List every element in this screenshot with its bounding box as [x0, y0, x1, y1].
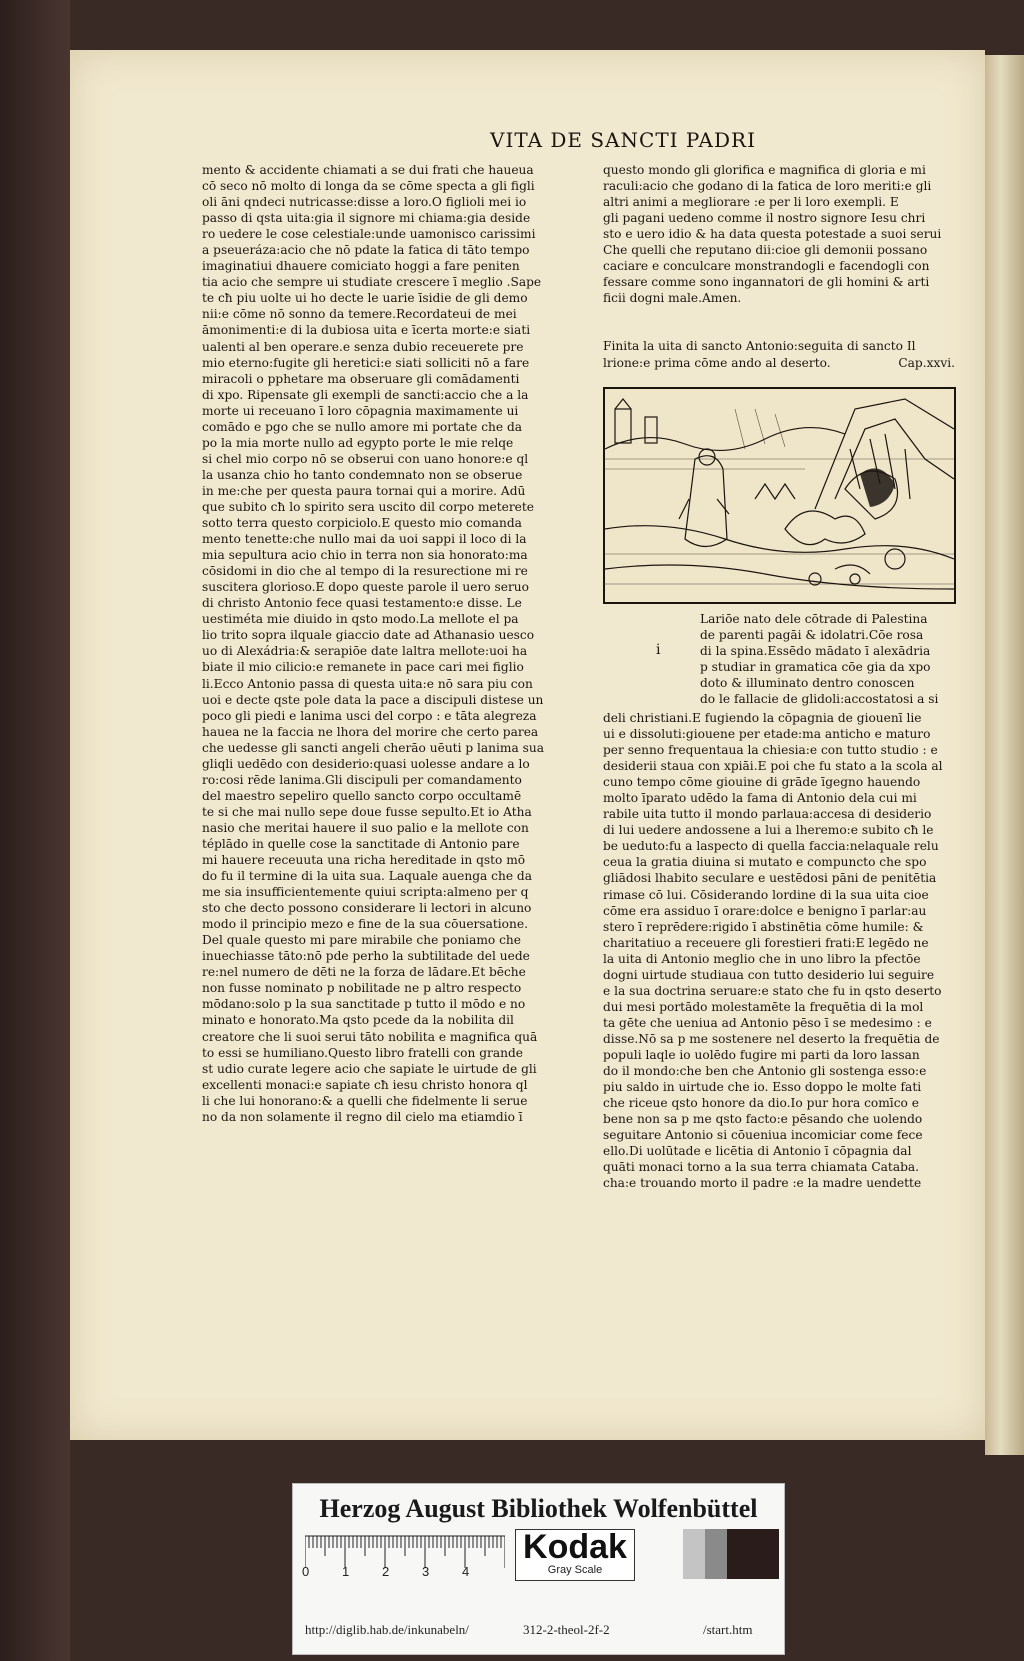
- ruler-number: 1: [342, 1564, 350, 1579]
- right-column-initial-line: de parenti pagāi & idolatri.Cōe rosa: [700, 628, 924, 643]
- left-column-line: uo di Alexádria:& serapiōe date laltra mellote:uoi ha: [202, 644, 528, 659]
- left-column-line: nii:e cōme nō sonno da temere.Recordateui de mei: [202, 307, 517, 322]
- left-column-line: st udio curate legere acio che sapiate le uirtude de gli: [202, 1061, 537, 1076]
- left-column-line: passo di qsta uita:gia il signore mi chiama:gia deside: [202, 211, 531, 226]
- left-column-line: cō seco nō molto di longa da se cōme specta a gli figli: [202, 179, 535, 194]
- left-column-line: mento tenette:che nullo mai da uoi sappi il loco di la: [202, 532, 527, 547]
- left-column-line: te si che mai nullo sepe doue fusse sepulto.Et io Atha: [202, 804, 532, 819]
- right-column-top-line: fessare comme sono ingannatori de gli homini & arti: [603, 275, 930, 290]
- left-column-line: mi hauere receuuta una richa hereditade in qsto mō: [202, 853, 526, 868]
- left-column-line: no da non solamente il regno dil cielo ma etiamdio ī: [202, 1109, 523, 1124]
- left-column-line: ualenti al ben operare.e senza dubio receuerete pre: [202, 339, 524, 354]
- right-column-bottom-line: disse.Nō sa p me sostenere nel deserto la frequētia de: [603, 1031, 940, 1046]
- right-column-top-line: questo mondo gli glorifica e magnifica di gloria e mi: [603, 163, 926, 177]
- right-column-bottom-line: desiderii staua con xpiāi.E poi che fu stato a la scola al: [603, 759, 943, 774]
- left-column-line: in me:che per questa paura tornai qui a morire. Adū: [202, 483, 526, 498]
- right-column-top-line: sto e uero idio & ha data questa potestade a suoi serui: [603, 227, 942, 242]
- left-column-line: nasio che meritai hauere il suo palio e la mellote con: [202, 820, 529, 835]
- left-column-line: āmonimenti:e di la dubiosa uita e īcerta morte:e siati: [202, 323, 531, 338]
- right-column-bottom-line: molto īparato udēdo la fama di Antonio dela cui mi: [603, 791, 917, 806]
- left-column-line: cōsidomi in dio che al tempo di la resurectione mi re: [202, 564, 528, 579]
- right-column-bottom-line: piu saldo in uirtude che io. Esso doppo le molte fati: [603, 1080, 922, 1095]
- left-column-line: gliqli uedēdo con desiderio:quasi uolesse andare a lo: [202, 756, 530, 771]
- right-column-initial-line: p studiar in gramatica cōe gia da xpo: [700, 660, 931, 675]
- left-column-line: mento & accidente chiamati a se dui frati che haueua: [202, 163, 534, 177]
- facing-page-edge: [985, 55, 1024, 1455]
- left-column-line: creatore che li suoi serui tāto nobilita e magnifica quā: [202, 1029, 538, 1044]
- right-column-bottom-line: cha:e trouando morto il padre :e la madre uendette: [603, 1176, 922, 1191]
- left-column-line: di xpo. Ripensate gli exempli de sancti:accio che a la: [202, 387, 529, 402]
- left-column-line: li che lui honorano:& a quelli che fidelmente li serue: [202, 1093, 528, 1108]
- left-column-line: to essi se humiliano.Questo libro fratelli con grande: [202, 1045, 523, 1060]
- right-column-bottom-line: seguitare Antonio si cōueniua incomiciar come fece: [603, 1128, 923, 1143]
- left-column-line: minato e honorato.Ma qsto pcede da la nobilita dil: [202, 1013, 514, 1028]
- ruler-number: 2: [382, 1564, 390, 1579]
- right-column-initial-line: doto & illuminato dentro conoscen: [700, 676, 915, 691]
- left-column-line: che uedesse gli sancti angeli cherāo uēuti p lanima sua: [202, 740, 544, 755]
- left-column-line: Del quale questo mi pare mirabile che poniamo che: [202, 933, 521, 948]
- right-column-bottom-line: bene non sa p me qsto facto:e pēsando che uolendo: [603, 1112, 923, 1127]
- left-column-line: que subito cħ lo spirito sera uscito dil corpo meterete: [202, 499, 534, 514]
- left-column-line: morte ui receuano ī loro cōpagnia maximamente ui: [202, 403, 519, 418]
- left-column-line: imaginatiui dhauere comiciato hoggi a fare peniten: [202, 259, 520, 274]
- left-column-line: uestiméta mie diuido in qsto modo.La mellote el pa: [202, 612, 519, 627]
- right-text-initial-block: [700, 611, 955, 707]
- initial-guide-letter: i: [656, 642, 661, 658]
- right-column-bottom-line: stero ī reprēdere:rigido ī abstinētia cōme humile: &: [603, 919, 924, 934]
- left-column-line: di christo Antonio fece quasi testamento:e disse. Le: [202, 596, 522, 611]
- left-column-line: sotto terra questo corpiciolo.E questo mio comanda: [202, 516, 522, 531]
- color-target-card: [292, 1483, 785, 1655]
- left-column-line: suscitera glorioso.E dopo queste parole il uero seruo: [202, 580, 529, 595]
- left-column-line: li.Ecco Antonio passa di questa uita:e nō sara piu con: [202, 676, 533, 691]
- right-column-bottom-line: do il mondo:che ben che Antonio gli sostenga esso:e: [603, 1064, 927, 1079]
- right-column-bottom-line: di lui uedere andossene a lui a lheremo:e subito cħ le: [603, 823, 934, 838]
- right-column-bottom-line: la uita di Antonio meglio che in uno libro la pfectōe: [603, 951, 921, 966]
- digital-library-url: http://diglib.hab.de/inkunabeln/: [305, 1622, 469, 1637]
- right-column-top-line: raculi:acio che godano di la fatica de loro meriti:e gli: [603, 179, 932, 194]
- chapter-heading-line-2-text: lrione:e prima cōme ando al deserto.: [603, 356, 831, 370]
- right-column-bottom-line: e la sua doctrina seruare:e stato che fu in qsto deserto: [603, 983, 942, 998]
- gray-patch-light: [683, 1529, 705, 1579]
- right-column-top-line: altri animi a megliorare :e per li loro exempli. E: [603, 195, 899, 210]
- left-column-line: a pseueráza:acio che nō pdate la fatica di tāto tempo: [202, 243, 530, 258]
- left-column-line: la usanza chio ho tanto condemnato non se obserue: [202, 467, 523, 482]
- gray-patch-dark: [727, 1529, 779, 1579]
- scale-ruler: [305, 1534, 505, 1570]
- right-column-bottom-line: deli christiani.E fugiendo la cōpagnia de giouenī lie: [603, 711, 922, 725]
- woodcut-illustration: [603, 387, 956, 604]
- right-column-bottom-line: ui e dissoluti:giouene per etade:ma anticho e maturo: [603, 727, 931, 742]
- right-column-bottom-line: ceua la gratia diuina si mutato e compuncto che spo: [603, 855, 927, 870]
- left-column-line: inuechiasse tāto:nō pde perho la subtilitade del uede: [202, 949, 530, 964]
- left-text-column: [202, 162, 574, 1125]
- ruler-number: 3: [422, 1564, 430, 1579]
- left-column-line: mia sepultura acio chio in terra non sia honorato:ma: [202, 548, 528, 563]
- left-column-line: téplādo in quelle cose la sanctitade di Antonio pare: [202, 836, 520, 851]
- left-column-line: biate il mio cilicio:e remanete in pace cari mei figlio: [202, 660, 524, 675]
- left-column-line: lio trito sopra ilquale giaccio date ad Athanasio uesco: [202, 628, 535, 643]
- right-column-bottom-line: populi laqle io uolēdo fugire mi parti da loro lassan: [603, 1047, 920, 1062]
- shelfmark: 312-2-theol-2f-2: [523, 1622, 610, 1637]
- left-column-line: oli āni qndeci nutricasse:disse a loro.O figlioli mei io: [202, 195, 527, 210]
- left-column-line: uoi e decte qste pole data la pace a discipuli distese un: [202, 692, 544, 707]
- left-column-line: mōdano:solo p la sua sanctitade p tutto il mōdo e no: [202, 997, 526, 1012]
- running-head: VITA DE SANCTI PADRI: [490, 128, 756, 152]
- right-column-bottom-line: quāti monaci torno a la sua terra chiamata Cataba.: [603, 1160, 920, 1175]
- right-column-initial-line: di la spina.Essēdo mādato ī alexādria: [700, 644, 931, 659]
- left-column-line: re:nel numero de dēti ne la forza de lādare.Et bēche: [202, 965, 526, 980]
- right-column-bottom-line: rabile uita tutto il mondo parlaua:accesa di desiderio: [603, 807, 932, 822]
- right-column-bottom-line: per senno frequentaua la chiesia:e con tutto studio : e: [603, 743, 938, 758]
- kodak-label: [515, 1529, 635, 1581]
- ruler-number: 4: [462, 1564, 470, 1579]
- chapter-heading-line-1: Finita la uita di sancto Antonio:seguita di sancto Il: [603, 339, 916, 353]
- right-column-initial-line: do le fallacie de glidoli:accostatosi a si: [700, 692, 939, 707]
- left-column-line: me sia insufficientemente quiui scripta:almeno per q: [202, 885, 529, 900]
- left-column-line: mio eterno:fugite gli heretici:e siati solliciti nō a fare: [202, 355, 530, 370]
- right-column-bottom-line: rimase cō lui. Cōsiderando lordine di la sua uita cioe: [603, 887, 929, 902]
- ruler-number: 0: [302, 1564, 310, 1579]
- right-column-top-line: ficii dogni male.Amen.: [603, 291, 742, 306]
- chapter-heading: [603, 338, 955, 372]
- left-column-line: si chel mio corpo nō se obserui con uano honore:e ql: [202, 451, 529, 466]
- scan-background: [0, 0, 70, 1661]
- left-column-line: tia acio che sempre ui studiate crescere ī meglio .Sape: [202, 275, 542, 290]
- right-column-bottom-line: cōme era assiduo ī orare:dolce e benigno ī parlar:au: [603, 903, 927, 918]
- library-name: Herzog August Bibliothek Wolfenbüttel: [319, 1494, 758, 1523]
- left-column-line: comādo e pgo che se nullo amore mi portate che da: [202, 419, 523, 434]
- kodak-gray-scale-label: Gray Scale: [547, 1564, 603, 1576]
- left-column-line: non fusse nominato p nobilitade ne p altro respecto: [202, 981, 522, 996]
- right-column-bottom-line: ello.Di uolūtade e licētia di Antonio ī cōpagnia dal: [603, 1144, 912, 1159]
- left-column-line: ro uedere le cose celestiale:unde uamonisco carissimi: [202, 227, 536, 242]
- left-column-line: hauea ne la faccia ne lhora del morire che certo parea: [202, 724, 539, 739]
- right-column-bottom-line: be ueduto:fu a laspecto di quella faccia:nelaquale relu: [603, 839, 939, 854]
- gray-patch-mid: [705, 1529, 727, 1579]
- right-column-bottom-line: ta gēte che ueniua ad Antonio pēso ī se medesimo : e: [603, 1015, 932, 1030]
- right-column-top-line: gli pagani uedeno comme il nostro signore Iesu chri: [603, 211, 926, 226]
- left-column-line: del maestro sepeliro quello sancto corpo occultamē: [202, 788, 522, 803]
- left-column-line: excellenti monaci:e sapiate cħ iesu christo honora ql: [202, 1077, 528, 1092]
- left-column-line: po la mia morte nullo ad egypto porte le mie relqe: [202, 435, 514, 450]
- right-column-top-line: caciare e conculcare monstrandogli e facendogli con: [603, 259, 930, 274]
- left-column-line: miracoli o pphetare ma obseruare gli comādamenti: [202, 371, 520, 386]
- right-text-column-top: [603, 162, 955, 306]
- left-column-line: te cħ piu uolte ui ho decte le uarie īsidie de gli demo: [202, 291, 528, 306]
- right-column-initial-line: Lariōe nato dele cōtrade di Palestina: [700, 612, 928, 626]
- woodcut-image: [605, 389, 954, 602]
- left-column-line: ro:cosi rēde lanima.Gli discipuli per comandamento: [202, 772, 522, 787]
- right-column-bottom-line: dui mesi portādo molestamēte la frequētia di la mol: [603, 999, 924, 1014]
- left-column-line: sto che decto possono considerare li lectori in alcuno: [202, 901, 532, 916]
- chapter-heading-line-2: [603, 355, 955, 372]
- right-column-bottom-line: charitatiuo a receuere gli forestieri frati:E legēdo ne: [603, 935, 929, 950]
- initial-space: [603, 608, 695, 708]
- right-column-bottom-line: gliādosi lhabito seculare e uestēdosi pāni de penitētia: [603, 871, 937, 886]
- right-column-bottom-line: che riceue qsto honore da dio.Io pur hora comīco e: [603, 1096, 919, 1111]
- left-column-line: poco gli piedi e lanima usci del corpo : e tāta alegreza: [202, 708, 537, 723]
- right-column-bottom-line: cuno tempo cōme giouine di grāde īgegno hauendo: [603, 775, 921, 790]
- right-column-top-line: Che quelli che reputano dii:cioe gli demonii possano: [603, 243, 928, 258]
- right-column-bottom-line: dogni uirtude studiaua con tutto desiderio lui seguire: [603, 967, 935, 982]
- right-text-column-bottom: [603, 710, 955, 1191]
- left-column-line: do fu il termine di la uita sua. Laquale auenga che da: [202, 869, 532, 884]
- chapter-number: Cap.xxvi.: [898, 356, 955, 370]
- kodak-logo: Kodak: [523, 1528, 627, 1566]
- start-page-link: /start.htm: [703, 1622, 753, 1637]
- left-column-line: modo il principio mezo e fine de la sua cōuersatione.: [202, 917, 528, 932]
